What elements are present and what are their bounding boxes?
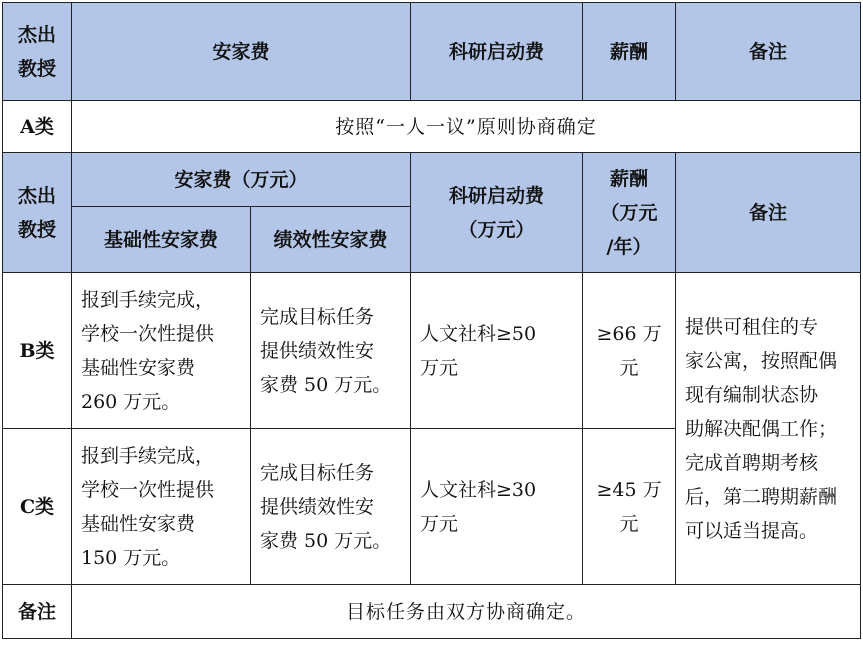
salary-header: 薪酬	[583, 3, 676, 101]
class-a-row	[3, 101, 861, 153]
class-b-basic-fee	[72, 273, 251, 429]
class-c-research-line: 万元	[420, 512, 459, 535]
salary-header-line1: 薪酬	[610, 167, 649, 190]
top-header-row	[3, 3, 861, 101]
sub-row-header-line1: 杰出	[17, 184, 56, 207]
class-c-performance-line: 提供绩效性安	[260, 495, 375, 518]
shared-remarks	[676, 273, 861, 585]
class-b-label: B类	[3, 273, 72, 429]
class-c-salary	[583, 429, 676, 585]
sub-remarks-header: 备注	[676, 153, 861, 273]
shared-remarks-line: 提供可租住的专	[685, 315, 819, 338]
research-header-line1: 科研启动费	[449, 184, 545, 207]
class-b-performance-fee	[251, 273, 411, 429]
class-b-basic-line: 260 万元。	[81, 390, 181, 413]
remarks-header: 备注	[676, 3, 861, 101]
shared-remarks-line: 现有编制状态协	[685, 383, 819, 406]
class-c-research-fee	[411, 429, 583, 585]
class-c-performance-fee	[251, 429, 411, 585]
research-startup-fee-unit-header	[411, 153, 583, 273]
salary-unit-header	[583, 153, 676, 273]
shared-remarks-line: 可以适当提高。	[685, 519, 819, 542]
class-b-row	[3, 273, 861, 429]
settling-fee-unit-header: 安家费（万元）	[72, 153, 411, 207]
shared-remarks-line: 助解决配偶工作；	[685, 417, 838, 440]
row-header-line1: 杰出	[17, 23, 56, 46]
footer-label: 备注	[3, 585, 72, 639]
sub-header-row-1	[3, 153, 861, 207]
salary-header-line2: （万元	[600, 201, 658, 224]
class-c-research-line: 人文社科≥30	[420, 478, 537, 501]
salary-header-line3: /年）	[606, 235, 652, 258]
class-c-salary-line: ≥45 万	[596, 478, 662, 501]
footer-content: 目标任务由双方协商确定。	[72, 585, 861, 639]
class-b-performance-line: 完成目标任务	[260, 305, 375, 328]
performance-settling-fee-header: 绩效性安家费	[251, 207, 411, 273]
class-c-performance-line: 家费 50 万元。	[260, 529, 392, 552]
class-c-label: C类	[3, 429, 72, 585]
professor-compensation-table	[2, 2, 861, 639]
basic-settling-fee-header: 基础性安家费	[72, 207, 251, 273]
class-b-performance-line: 提供绩效性安	[260, 339, 375, 362]
class-a-content: 按照“一人一议”原则协商确定	[72, 101, 861, 153]
class-c-basic-line: 报到手续完成，	[81, 444, 215, 467]
class-c-basic-line: 基础性安家费	[81, 512, 196, 535]
class-c-basic-fee	[72, 429, 251, 585]
class-b-salary-line: ≥66 万	[596, 322, 662, 345]
class-b-salary-line: 元	[619, 356, 639, 379]
class-c-performance-line: 完成目标任务	[260, 461, 375, 484]
class-c-basic-line: 150 万元。	[81, 546, 181, 569]
shared-remarks-line: 后，第二聘期薪酬	[685, 485, 838, 508]
class-c-salary-line: 元	[619, 512, 639, 535]
sub-row-header-line2: 教授	[17, 218, 56, 241]
class-b-basic-line: 报到手续完成，	[81, 288, 215, 311]
settling-fee-header: 安家费	[72, 3, 411, 101]
research-startup-fee-header: 科研启动费	[411, 3, 583, 101]
footer-row	[3, 585, 861, 639]
class-b-salary	[583, 273, 676, 429]
shared-remarks-line: 家公寓，按照配偶	[685, 349, 838, 372]
class-b-basic-line: 学校一次性提供	[81, 322, 215, 345]
class-a-label: A类	[3, 101, 72, 153]
class-b-research-line: 人文社科≥50	[420, 322, 537, 345]
row-header-cell	[3, 3, 72, 101]
row-header-line2: 教授	[17, 57, 56, 80]
research-header-line2: （万元）	[458, 218, 535, 241]
class-b-research-line: 万元	[420, 356, 459, 379]
class-b-performance-line: 家费 50 万元。	[260, 373, 392, 396]
sub-row-header-cell	[3, 153, 72, 273]
class-b-research-fee	[411, 273, 583, 429]
class-c-basic-line: 学校一次性提供	[81, 478, 215, 501]
shared-remarks-line: 完成首聘期考核	[685, 451, 819, 474]
class-b-basic-line: 基础性安家费	[81, 356, 196, 379]
